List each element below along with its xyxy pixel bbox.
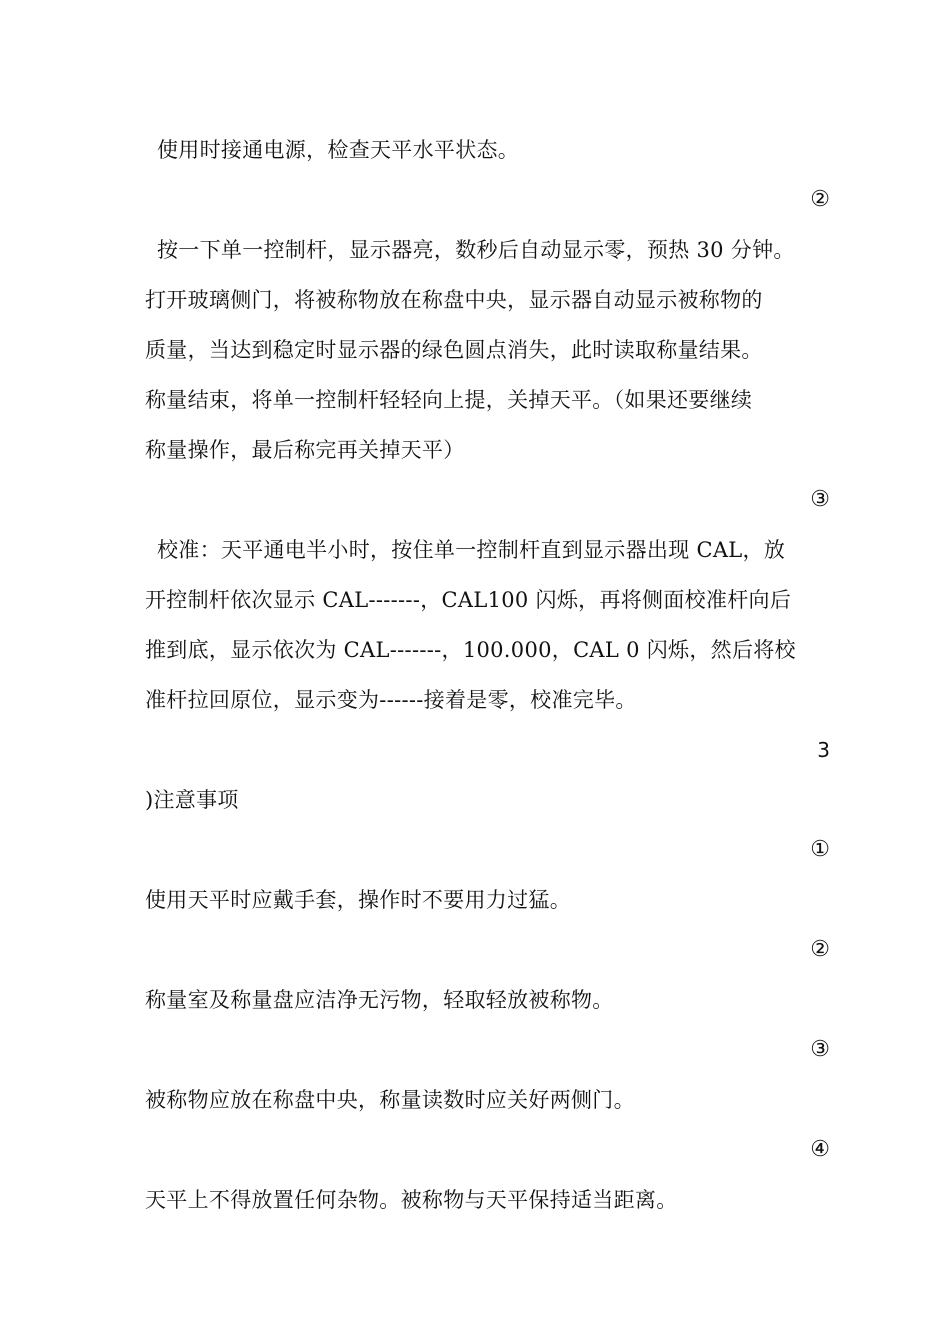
step-marker: ③ <box>810 487 830 512</box>
paragraph-line: 使用天平时应戴手套，操作时不要用力过猛。 <box>145 888 571 912</box>
paragraph-line: 称量结束，将单一控制杆轻轻向上提，关掉天平。（如果还要继续 <box>145 388 753 412</box>
step-marker: ② <box>810 937 830 962</box>
paragraph-line: 准杆拉回原位，显示变为------接着是零，校准完毕。 <box>145 688 637 712</box>
step-marker: ① <box>810 837 830 862</box>
step-marker: ③ <box>810 1037 830 1062</box>
paragraph-line: 天平上不得放置任何杂物。被称物与天平保持适当距离。 <box>145 1188 678 1212</box>
step-marker: ④ <box>810 1137 830 1162</box>
paragraph-line: 打开玻璃侧门，将被称物放在称盘中央，显示器自动显示被称物的 <box>145 288 763 312</box>
section-heading: )注意事项 <box>145 788 239 812</box>
paragraph-line: 校准：天平通电半小时，按住单一控制杆直到显示器出现 CAL，放 <box>157 538 786 562</box>
paragraph-line: 按一下单一控制杆，显示器亮，数秒后自动显示零，预热 30 分钟。 <box>157 238 795 262</box>
paragraph-line: 被称物应放在称盘中央，称量读数时应关好两侧门。 <box>145 1088 635 1112</box>
paragraph-line: 推到底，显示依次为 CAL-------，100.000，CAL 0 闪烁，然后将校 <box>145 638 796 662</box>
paragraph-line: 使用时接通电源，检查天平水平状态。 <box>157 138 520 162</box>
paragraph-line: 质量，当达到稳定时显示器的绿色圆点消失，此时读取称量结果。 <box>145 338 763 362</box>
paragraph-line: 称量操作，最后称完再关掉天平） <box>145 438 465 462</box>
section-number: 3 <box>817 738 830 762</box>
step-marker: ② <box>810 187 830 212</box>
paragraph-line: 称量室及称量盘应洁净无污物，轻取轻放被称物。 <box>145 988 614 1012</box>
paragraph-line: 开控制杆依次显示 CAL-------，CAL100 闪烁，再将侧面校准杆向后 <box>145 588 792 612</box>
